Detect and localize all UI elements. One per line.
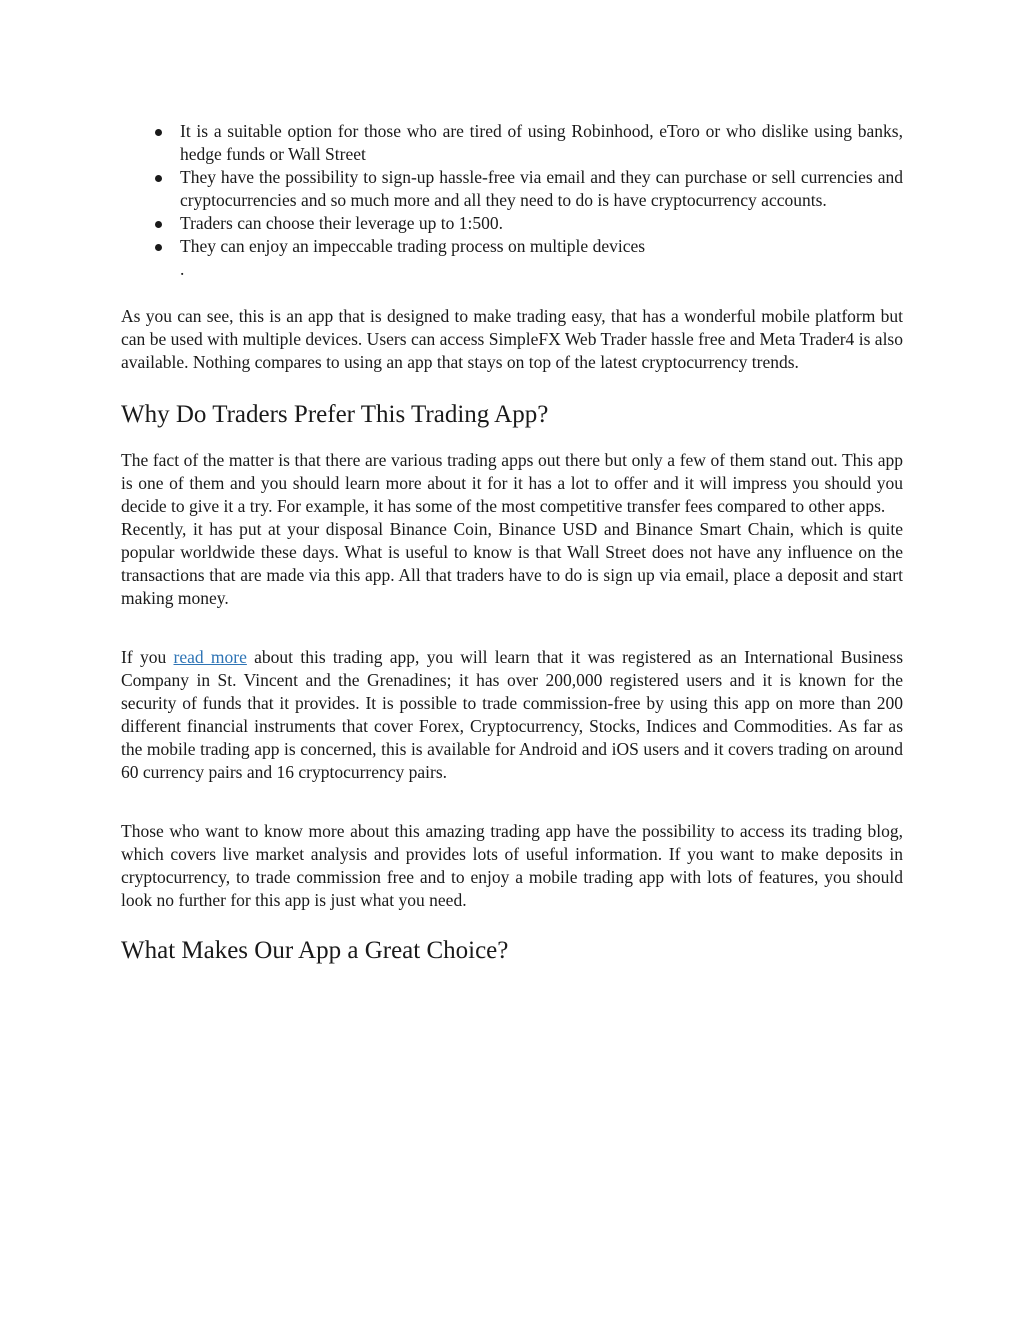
read-more-suffix: about this trading app, you will learn that it was registered as an International Business Company in St. Vincent and the Grenadines; it has over 200,000 registered users and it is known for the security of funds that it provides. It is possible to trade commission-free by using this app on more than 200 different financial instruments that cover Forex, Cryptocurrency, Stocks, Indices and Commodities. As far as the mobile trading app is concerned, this is available for Android and iOS users and it covers trading on around 60 currency pairs and 16 cryptocurrency pairs. — [121, 647, 904, 782]
blog-paragraph: Those who want to know more about this amazing trading app have the possibility to access its trading blog, which covers live market analysis and provides lots of useful information. If you want to make deposits in cryptocurrency, to trade commission free and to enjoy a mobile trading app with lots of features, you should look no further for this app is just what you need. — [121, 821, 903, 910]
bullet-dot-icon — [155, 175, 162, 182]
bullet-text: They have the possibility to sign-up hassle-free via email and they can purchase or sell currencies and cryptocurrencies and so much more and all they need to do is have cryptocurrency accounts. — [180, 167, 903, 210]
why-paragraph-2: Recently, it has put at your disposal Binance Coin, Binance USD and Binance Smart Chain, which is quite popular worldwide these days. What is useful to know is that Wall Street does not have any influence on the transactions that are made via this app. All that traders have to do is sign up via email, place a deposit and start making money. — [121, 519, 903, 608]
bullet-item — [121, 120, 903, 166]
document-page — [121, 120, 903, 966]
section-heading-choice: What Makes Our App a Great Choice? — [121, 937, 509, 964]
bullet-text: It is a suitable option for those who are tired of using Robinhood, eToro or who dislike using banks, hedge funds or Wall Street — [180, 121, 903, 164]
bullet-item — [121, 166, 903, 212]
read-more-paragraph — [121, 646, 903, 784]
bullet-dot-icon — [155, 221, 162, 228]
bullet-item — [121, 235, 903, 258]
bullet-text: Traders can choose their leverage up to 1:500. — [180, 213, 504, 233]
section-heading-why: Why Do Traders Prefer This Trading App? — [121, 401, 549, 428]
bullet-item — [121, 212, 903, 235]
bullet-dot-icon — [155, 129, 162, 136]
bullet-text: They can enjoy an impeccable trading process on multiple devices — [180, 236, 646, 256]
bullet-trailing-dot: . — [180, 259, 185, 279]
why-paragraph-1: The fact of the matter is that there are various trading apps out there but only a few of them stand out. This app is one of them and you should learn more about it for it has a lot to offer and it will impress you should you decide to give it a try. For example, it has some of the most competitive transfer fees compared to other apps. — [121, 450, 903, 516]
feature-bullet-list — [121, 120, 903, 258]
intro-paragraph: As you can see, this is an app that is designed to make trading easy, that has a wonderful mobile platform but can be used with multiple devices. Users can access SimpleFX Web Trader hassle free and Meta Trader4 is also available. Nothing compares to using an app that stays on top of the latest cryptocurrency trends. — [121, 306, 903, 372]
bullet-dot-icon — [155, 244, 162, 251]
read-more-link[interactable]: read more — [173, 647, 247, 667]
read-more-prefix: If you — [121, 647, 174, 667]
